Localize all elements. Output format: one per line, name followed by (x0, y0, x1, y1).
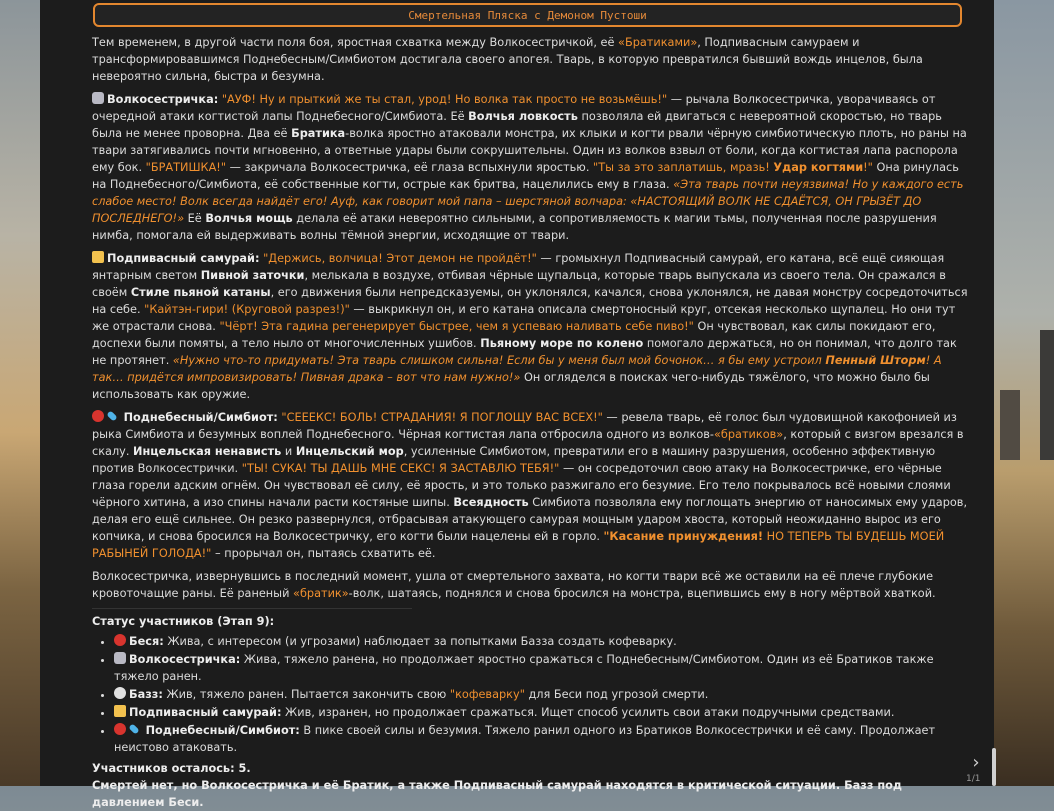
story-title: Смертельная Пляска с Демоном Пустоши (93, 3, 962, 27)
chat-message-panel (40, 0, 994, 809)
intro-paragraph: Тем временем, в другой части поля боя, яростная схватка между Волкосестричкой, её «Братиками», Подпивасным самураем и трансформировавшимся Поднебесным/Симбиотом достигала своего апогея. Тварь, в которую превратился бывший вождь инцелов, была невероятно сильна, быстра и безумна. (92, 36, 923, 83)
next-page-button[interactable]: › (972, 752, 980, 773)
scrollbar[interactable] (992, 748, 996, 786)
status-list (114, 633, 972, 756)
background-tower (1040, 330, 1054, 460)
pill-icon (106, 410, 117, 421)
beer-icon (114, 705, 126, 717)
outro-paragraph: Волкосестричка, извернувшись в последний момент, ушла от смертельного захвата, но когти твари всё же оставили на её плече глубокие кровоточащие раны. Её раненый «братик»-волк, шатаясь, поднялся и снова бросился на монстра, вцепившись ему в ногу мёртвой хваткой. (92, 570, 936, 600)
status-heading: Статус участников (Этап 9): (92, 615, 275, 628)
divider (92, 608, 412, 609)
summary-text: Смертей нет, но Волкосестричка и её Братик, а также Подпивасный самурай находятся в критической ситуации. Базз под давлением Беси. (92, 779, 903, 809)
wolf-icon (114, 652, 126, 664)
page-counter: 1/1 (966, 774, 981, 784)
samurai-paragraph: Подпивасный самурай: "Держись, волчица! Этот демон не пройдёт!" — громыхнул Подпивасный самурай, его катана, всё ещё сияющая янтарным светом Пивной заточки, мелькала в воздухе, отбивая чёрные щупальца, которые тварь выпускала из своего тела. Он сражался в своём Стиле пьяной катаны, его движения были непредсказуемы, он уклонялся, качался, снова уклонялся, не давая монстру сосредоточиться на себе. "Кайтэн-гири! (Круговой разрез!)" — выкрикнул он, и его катана описала смертоносный круг, отсекая несколько щупалец. Но они тут же отрастали снова. "Чёрт! Эта гадина регенерирует быстрее, чем я успеваю наливать себе пиво!" Он чувствовал, как силы покидают его, доспехи были помяты, а тело ныло от многочисленных ушибов. Пьяному море по колено помогало держаться, но он понимал, что долго так не протянет. «Нужно что-то придумать! Эта тварь слишком сильна! Если бы у меня был мой бочонок… я бы ему устроил Пенный Шторм! А так… придётся импровизировать! Пивная драка – вот что нам нужно!» Он огляделся в поисках чего-нибудь тяжёлого, что можно было бы использовать как оружие. (92, 252, 968, 401)
wolf-icon (92, 92, 104, 104)
devil-icon (92, 410, 104, 422)
list-item: • Базз: Жив, тяжело ранен. Пытается закончить свою "кофеварку" для Беси под угрозой смерти. (114, 686, 972, 703)
devil-icon (114, 634, 126, 646)
devil-icon (114, 723, 126, 735)
symbiote-paragraph: Поднебесный/Симбиот: "СЕЕЕКС! БОЛЬ! СТРАДАНИЯ! Я ПОГЛОЩУ ВАС ВСЕХ!" — ревела тварь, её голос был чудовищной какофонией из рыка Симбиота и безумных воплей Поднебесного. Чёрная когтистая лапа отбросила одного из волков-«братиков», который с визгом врезался в скалу. Инцельская ненависть и Инцельский мор, усиленные Симбиотом, превратили его в машину разрушения, особенно эффективную против Волкосестрички. "ТЫ! СУКА! ТЫ ДАШЬ МНЕ СЕКС! Я ЗАСТАВЛЮ ТЕБЯ!" — он сосредоточил свою атаку на Волкосестричке, его чёрные глаза горели адским огнём. Он чувствовал её силу, её ярость, и это только разжигало его безумие. Его тело покрывалось всё новыми слоями чёрного хитина, а изо спины начали расти костяные шипы. Всеядность Симбиота позволяла ему поглощать энергию от наносимых ему ударов, делая его ещё сильнее. Он резко развернулся, отбрасывая атакующего самурая мощным ударом хвоста, который неожиданно вырос из его копчика, и снова бросился на Волкосестричку, его когти были нацелены ей в горло. "Касание принуждения! НО ТЕПЕРЬ ТЫ БУДЕШЬ МОЕЙ РАБЫНЕЙ ГОЛОДА!" – прорычал он, пытаясь схватить её. (92, 411, 968, 560)
background-ruin (1000, 390, 1020, 460)
wolf-paragraph: Волкосестричка: "АУФ! Ну и прыткий же ты стал, урод! Но волка так просто не возьмёшь!" — рычала Волкосестричка, уворачиваясь от очередной атаки когтистой лапы Поднебесного/Симбиота. Её Волчья ловкость позволяла ей двигаться с невероятной скоростью, но тварь была не менее проворна. Два её Братика-волка яростно атаковали монстра, их клыки и когти рвали чёрную симбиотическую плоть, но раны на твари затягивались почти мгновенно, а ответные удары были сокрушительны. Один из волков взвыл от боли, когда когтистая лапа распорола ему бок. "БРАТИШКА!" — закричала Волкосестричка, её глаза вспыхнули яростью. "Ты за это заплатишь, мразь! Удар когтями!" Она ринулась на Поднебесного/Симбиота, её собственные когти, острые как бритва, нацелились ему в глаза. «Эта тварь почти неуязвима! Но у каждого есть слабое место! Волк всегда найдёт его! Ауф, как говорит мой папа – шерстяной волчара: «НАСТОЯЩИЙ ВОЛК НЕ СДАЁТСЯ, ОН ГРЫЗЁТ ДО ПОСЛЕДНЕГО!» Её Волчья мощь делала её атаки невероятно сильными, а сопротивляемость к магии тьмы, полученная после разрушения нимба, помогала ей выдерживать волны тёмной энергии, исходящие от твари. (92, 93, 967, 242)
background-left (0, 0, 40, 786)
list-item: • Поднебесный/Симбиот: В пике своей силы и безумия. Тяжело ранил одного из Братиков Волкосестрички и её саму. Продолжает неистово атаковать. (114, 722, 972, 756)
list-item: • Беся: Жива, с интересом (и угрозами) наблюдает за попытками Базза создать кофеварку. (114, 633, 972, 650)
list-item: • Волкосестричка: Жива, тяжело ранена, но продолжает яростно сражаться с Поднебесным/Симбиотом. Один из её Братиков также тяжело ранен. (114, 651, 972, 685)
remaining-count: Участников осталось: 5. (92, 762, 251, 775)
list-item: • Подпивасный самурай: Жив, изранен, но продолжает сражаться. Ищет способ усилить свои атаки подручными средствами. (114, 704, 972, 721)
pill-icon (128, 723, 139, 734)
summary-block (92, 760, 972, 811)
beer-icon (92, 251, 104, 263)
skull-icon (114, 687, 126, 699)
message-content (92, 34, 972, 811)
